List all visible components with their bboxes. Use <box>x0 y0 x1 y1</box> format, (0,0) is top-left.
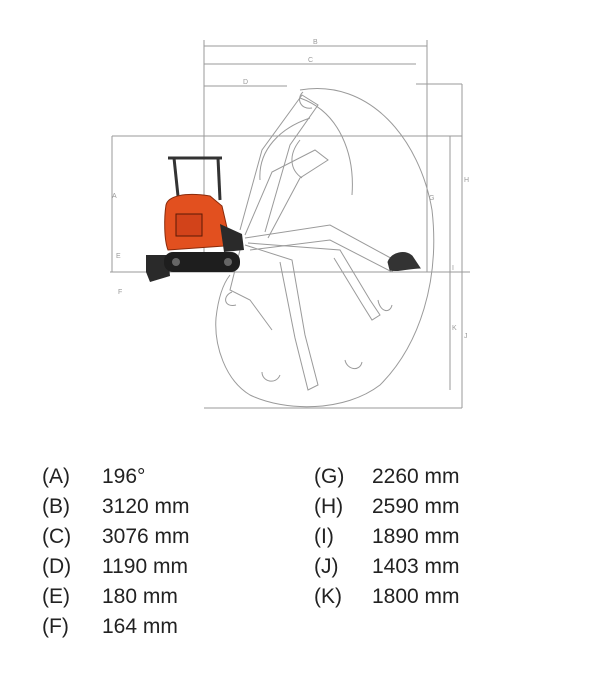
spec-row-e <box>42 582 190 612</box>
spec-value: 1190 mm <box>102 555 188 578</box>
spec-row-k <box>314 582 460 612</box>
dim-label-d: D <box>243 79 249 86</box>
spec-row-a <box>42 462 190 492</box>
dim-label-j: J <box>464 333 468 340</box>
spec-value: 2260 mm <box>372 465 460 488</box>
boom-position-down-2 <box>248 243 380 320</box>
dim-label-h: H <box>464 177 470 184</box>
dim-label-f: F <box>118 289 123 296</box>
spec-value: 3120 mm <box>102 495 190 518</box>
spec-list-left <box>42 462 190 642</box>
spec-row-g <box>314 462 460 492</box>
spec-row-b <box>42 492 190 522</box>
spec-code: (E) <box>42 585 70 608</box>
spec-code: (A) <box>42 465 70 488</box>
spec-value: 164 mm <box>102 615 178 638</box>
spec-row-h <box>314 492 460 522</box>
spec-row-f <box>42 612 190 642</box>
spec-code: (G) <box>314 465 345 488</box>
bucket-left <box>226 292 236 305</box>
spec-code: (I) <box>314 525 334 548</box>
boom-position-mid <box>245 150 328 238</box>
engine-panel <box>176 214 202 236</box>
spec-code: (C) <box>42 525 72 548</box>
spec-value: 1800 mm <box>372 585 460 608</box>
spec-code: (F) <box>42 615 69 638</box>
inner-envelope <box>300 98 352 195</box>
spec-code: (B) <box>42 495 70 518</box>
spec-value: 3076 mm <box>102 525 190 548</box>
dim-label-e: E <box>116 253 121 260</box>
dim-label-a: A <box>112 193 117 200</box>
spec-value: 196° <box>102 465 146 488</box>
excavator <box>146 158 244 282</box>
spec-list-right <box>314 462 460 612</box>
boom-position-down-1 <box>245 245 318 390</box>
bucket-extended <box>388 253 420 271</box>
dim-label-k: K <box>452 325 457 332</box>
bucket-mid <box>345 360 362 369</box>
canopy <box>168 158 222 200</box>
dim-label-i: I <box>452 265 454 272</box>
spec-code: (J) <box>314 555 339 578</box>
spec-code: (H) <box>314 495 344 518</box>
bucket-low <box>262 372 280 381</box>
boom-position-up <box>240 95 318 232</box>
spec-value: 180 mm <box>102 585 178 608</box>
spec-value: 1890 mm <box>372 525 460 548</box>
spec-row-d <box>42 552 190 582</box>
spec-code: (K) <box>314 585 342 608</box>
spec-code: (D) <box>42 555 72 578</box>
spec-value: 1403 mm <box>372 555 460 578</box>
spec-row-c <box>42 522 190 552</box>
dim-label-g: G <box>429 195 435 202</box>
dim-label-c: C <box>308 57 314 64</box>
spec-value: 2590 mm <box>372 495 460 518</box>
spec-row-j <box>314 552 460 582</box>
dim-label-b: B <box>313 39 318 46</box>
spec-row-i <box>314 522 460 552</box>
bucket-right-low <box>378 300 392 311</box>
